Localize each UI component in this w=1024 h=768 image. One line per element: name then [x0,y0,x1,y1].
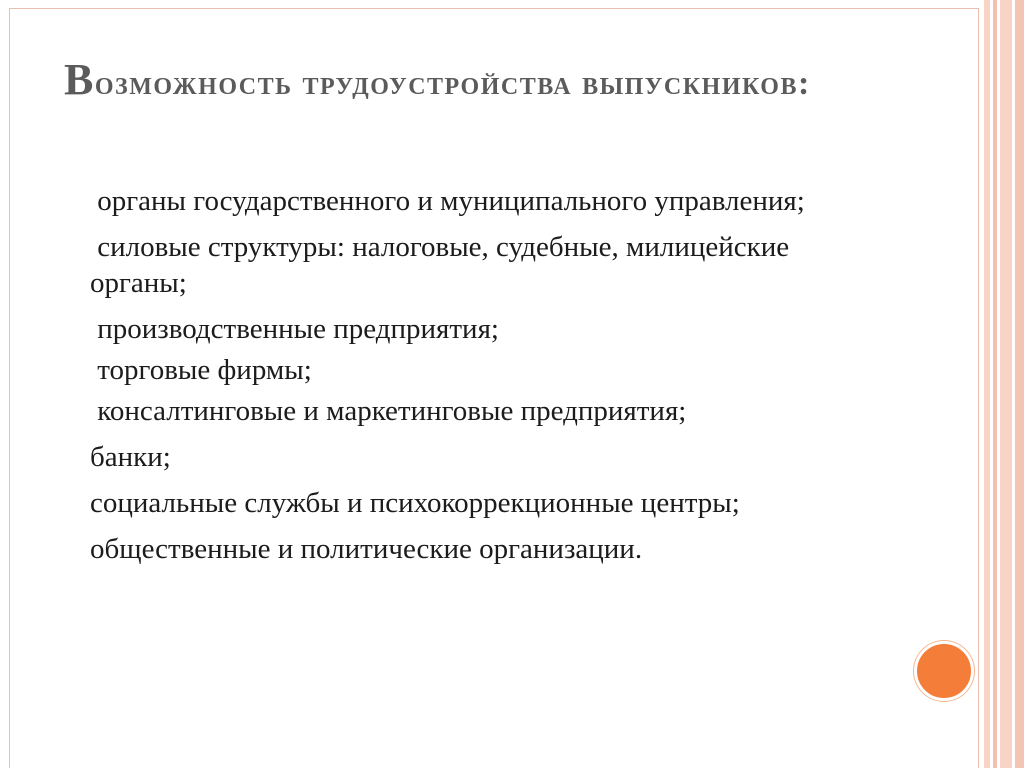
list-item-text: социальные службы и психокоррекционные центры; [90,487,740,519]
list-item [90,439,890,475]
list-item [90,485,890,521]
slide-title: Возможность трудоустройства выпускников: [64,55,811,104]
list-item-text: силовые структуры: налоговые, судебные, милицейские органы; [90,231,790,299]
decor-stripe [993,0,997,768]
list-item-text: консалтинговые и маркетинговые предприятия; [97,395,687,427]
employment-list [90,183,890,577]
list-item [90,311,890,347]
list-item [90,531,890,567]
decor-stripe [984,0,990,768]
list-item [90,393,890,429]
list-item-text: общественные и политические организации. [90,533,643,565]
list-item-text: органы государственного и муниципального управления; [97,185,805,217]
list-item [90,229,890,301]
decor-stripe [1000,0,1012,768]
list-item [90,183,890,219]
decor-circle [914,641,974,701]
list-item-text: банки; [90,441,171,473]
decor-stripe [1015,0,1024,768]
list-item-text: торговые фирмы; [97,354,312,386]
list-item-text: производственные предприятия; [97,313,499,345]
list-item [90,352,890,388]
